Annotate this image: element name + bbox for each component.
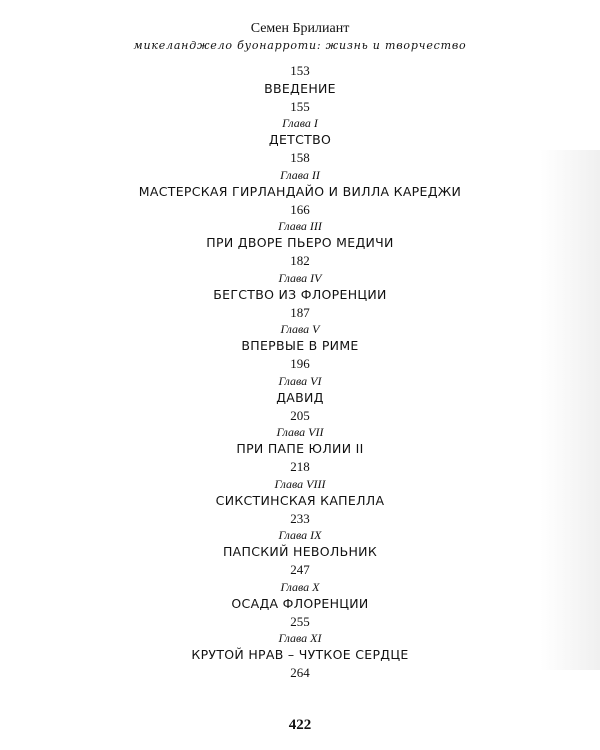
toc-chapter-page: 218 bbox=[290, 459, 310, 474]
toc-chapter-title: БЕГСТВО ИЗ ФЛОРЕНЦИИ bbox=[213, 286, 387, 302]
toc-chapter-label: Глава III bbox=[278, 219, 322, 233]
toc-chapter-label: Глава IV bbox=[278, 270, 322, 285]
toc-chapter-label: Глава IX bbox=[278, 528, 322, 542]
toc-chapter-label: Глава I bbox=[282, 116, 318, 130]
toc-chapter-page: 158 bbox=[290, 150, 310, 165]
toc-chapter-title: ДЕТСТВО bbox=[268, 132, 332, 147]
toc-chapter-title: СИКСТИНСКАЯ КАПЕЛЛА bbox=[215, 492, 385, 508]
toc-chapter-title: ПАПСКИЙ НЕВОЛЬНИК bbox=[222, 544, 378, 559]
toc-chapter-title: ПРИ ПАПЕ ЮЛИИ II bbox=[236, 441, 364, 456]
toc-chapter-page: 187 bbox=[290, 304, 310, 320]
toc-chapter-page: 205 bbox=[290, 407, 310, 423]
author-name: Семен Брилиант bbox=[250, 21, 350, 36]
toc-chapter-page: 255 bbox=[290, 613, 310, 629]
toc-chapter-page: 233 bbox=[290, 510, 310, 526]
toc-chapter-label: Глава VI bbox=[278, 373, 322, 388]
toc-chapter-title: КРУТОЙ НРАВ – ЧУТКОЕ СЕРДЦЕ bbox=[191, 647, 409, 662]
toc-chapter-page: 264 bbox=[290, 665, 310, 680]
table-of-contents bbox=[0, 62, 600, 682]
toc-chapter-label: Глава VII bbox=[276, 425, 324, 439]
start-page-number: 153 bbox=[290, 63, 310, 78]
toc-chapter-title: ОСАДА ФЛОРЕНЦИИ bbox=[231, 595, 369, 611]
toc-chapter-label: Глава II bbox=[280, 167, 320, 182]
toc-chapter-title: ДАВИД bbox=[276, 389, 324, 405]
page-number: 422 bbox=[288, 717, 312, 733]
toc-intro-page: 155 bbox=[290, 98, 310, 114]
toc-intro-title: ВВЕДЕНИЕ bbox=[264, 80, 336, 96]
toc-chapter-label: Глава VIII bbox=[274, 476, 326, 491]
toc-chapter-page: 166 bbox=[290, 201, 310, 217]
page-header bbox=[0, 20, 600, 54]
toc-chapter-title: МАСТЕРСКАЯ ГИРЛАНДАЙО И ВИЛЛА КАРЕДЖИ bbox=[138, 183, 462, 199]
toc-chapter-page: 196 bbox=[290, 356, 310, 371]
toc-chapter-label: Глава X bbox=[280, 579, 320, 594]
toc-chapter-page: 247 bbox=[290, 562, 310, 577]
toc-chapter-label: Глава V bbox=[280, 322, 320, 336]
toc-chapter-page: 182 bbox=[290, 253, 310, 268]
toc-chapter-label: Глава XI bbox=[278, 631, 322, 645]
toc-chapter-title: ПРИ ДВОРЕ ПЬЕРО МЕДИЧИ bbox=[206, 235, 394, 250]
toc-chapter-title: ВПЕРВЫЕ В РИМЕ bbox=[241, 338, 359, 353]
book-title: микеланджело буонарроти: жизнь и творчество bbox=[133, 39, 467, 52]
